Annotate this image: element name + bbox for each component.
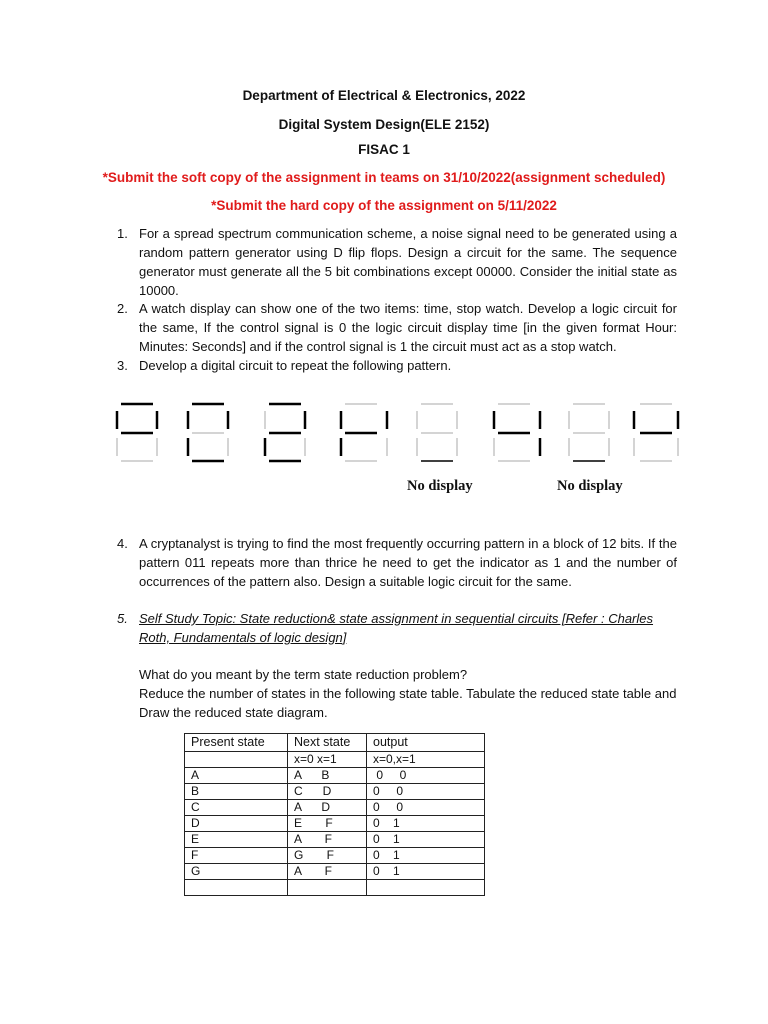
table-row bbox=[185, 848, 485, 864]
table-row bbox=[185, 864, 485, 880]
table-cell bbox=[185, 880, 288, 896]
segment-digit-2 bbox=[188, 404, 228, 461]
segment-digit-3 bbox=[265, 404, 305, 461]
table-cell: 0 0 bbox=[367, 800, 485, 816]
table-cell: B bbox=[185, 784, 288, 800]
table-cell: A D bbox=[288, 800, 367, 816]
question-text: Self Study Topic: State reduction& state assignment in sequential circuits [Refer : Charles Roth, Fundamentals of logic design] bbox=[139, 611, 654, 645]
question-1 bbox=[117, 224, 677, 300]
question-text: Develop a digital circuit to repeat the following pattern. bbox=[139, 358, 452, 373]
table-cell: A B bbox=[288, 768, 367, 784]
question-number: 2. bbox=[117, 301, 128, 316]
question-number: 3. bbox=[117, 358, 128, 373]
question-number: 5. bbox=[117, 611, 128, 626]
soft-copy-notice: *Submit the soft copy of the assignment in teams on 31/10/2022(assignment scheduled) bbox=[102, 170, 666, 185]
question-number: 4. bbox=[117, 536, 128, 551]
table-header-row bbox=[185, 734, 485, 752]
question-3 bbox=[117, 356, 677, 375]
assessment-heading: FISAC 1 bbox=[358, 142, 410, 157]
table-cell: G bbox=[185, 864, 288, 880]
column-header: Present state bbox=[185, 734, 288, 752]
state-reduction-question: What do you meant by the term state reduction problem? bbox=[139, 667, 468, 682]
table-cell: A F bbox=[288, 832, 367, 848]
state-table bbox=[184, 733, 485, 896]
table-row bbox=[185, 880, 485, 896]
segment-digit-7-blank bbox=[569, 404, 609, 461]
table-cell: A bbox=[185, 768, 288, 784]
table-cell: F bbox=[185, 848, 288, 864]
table-cell: 0 0 bbox=[367, 768, 485, 784]
question-text: A watch display can show one of the two items: time, stop watch. Develop a logic circuit for the same, If the control signal is 0 the logic circuit display time [in the given format Hour: Minutes: Seconds] and if the control signal is 1 the circuit must act as a stop watch. bbox=[139, 301, 677, 354]
subheader-cell: x=0 x=1 bbox=[288, 752, 367, 768]
course-heading: Digital System Design(ELE 2152) bbox=[278, 117, 490, 132]
no-display-label-2: No display bbox=[557, 478, 623, 494]
table-cell bbox=[288, 880, 367, 896]
question-4 bbox=[117, 534, 677, 591]
table-row bbox=[185, 800, 485, 816]
hard-copy-notice: *Submit the hard copy of the assignment on 5/11/2022 bbox=[211, 198, 557, 213]
table-cell: E bbox=[185, 832, 288, 848]
no-display-label-1: No display bbox=[407, 478, 473, 494]
table-cell: 0 1 bbox=[367, 832, 485, 848]
table-subheader-row bbox=[185, 752, 485, 768]
segment-digit-1 bbox=[117, 404, 157, 461]
table-cell bbox=[367, 880, 485, 896]
table-cell: 0 1 bbox=[367, 848, 485, 864]
subheader-cell bbox=[185, 752, 288, 768]
column-header: Next state bbox=[288, 734, 367, 752]
question-number: 1. bbox=[117, 226, 128, 241]
seven-segment-pattern bbox=[112, 398, 687, 470]
table-cell: C D bbox=[288, 784, 367, 800]
table-row bbox=[185, 784, 485, 800]
table-row bbox=[185, 768, 485, 784]
table-cell: 0 1 bbox=[367, 864, 485, 880]
table-cell: 0 1 bbox=[367, 816, 485, 832]
table-cell: 0 0 bbox=[367, 784, 485, 800]
segment-digit-5-blank bbox=[417, 404, 457, 461]
question-text: A cryptanalyst is trying to find the most frequently occurring pattern in a block of 12 bits. If the pattern 011 repeats more than thrice he need to get the indicator as 1 and the number of occurrences of the pattern also. Design a suitable logic circuit for the same. bbox=[139, 536, 677, 589]
segment-digit-6 bbox=[494, 404, 540, 461]
table-cell: A F bbox=[288, 864, 367, 880]
segment-digit-4 bbox=[341, 404, 387, 461]
question-text: For a spread spectrum communication scheme, a noise signal need to be generated using a random pattern generator using D flip flops. Design a circuit for the same. The sequence generator must generate all the 5 bit combinations except 00000. Consider the initial state as 10000. bbox=[139, 226, 677, 298]
question-5 bbox=[117, 609, 677, 647]
table-cell: C bbox=[185, 800, 288, 816]
department-heading: Department of Electrical & Electronics, 2022 bbox=[242, 88, 526, 103]
state-table-instruction: Reduce the number of states in the following state table. Tabulate the reduced state table and Draw the reduced state diagram. bbox=[139, 686, 677, 720]
column-header: output bbox=[367, 734, 485, 752]
table-cell: E F bbox=[288, 816, 367, 832]
table-row bbox=[185, 832, 485, 848]
question-2 bbox=[117, 299, 677, 356]
table-cell: D bbox=[185, 816, 288, 832]
segment-digit-8 bbox=[634, 404, 678, 461]
table-cell: G F bbox=[288, 848, 367, 864]
subheader-cell: x=0,x=1 bbox=[367, 752, 485, 768]
table-row bbox=[185, 816, 485, 832]
